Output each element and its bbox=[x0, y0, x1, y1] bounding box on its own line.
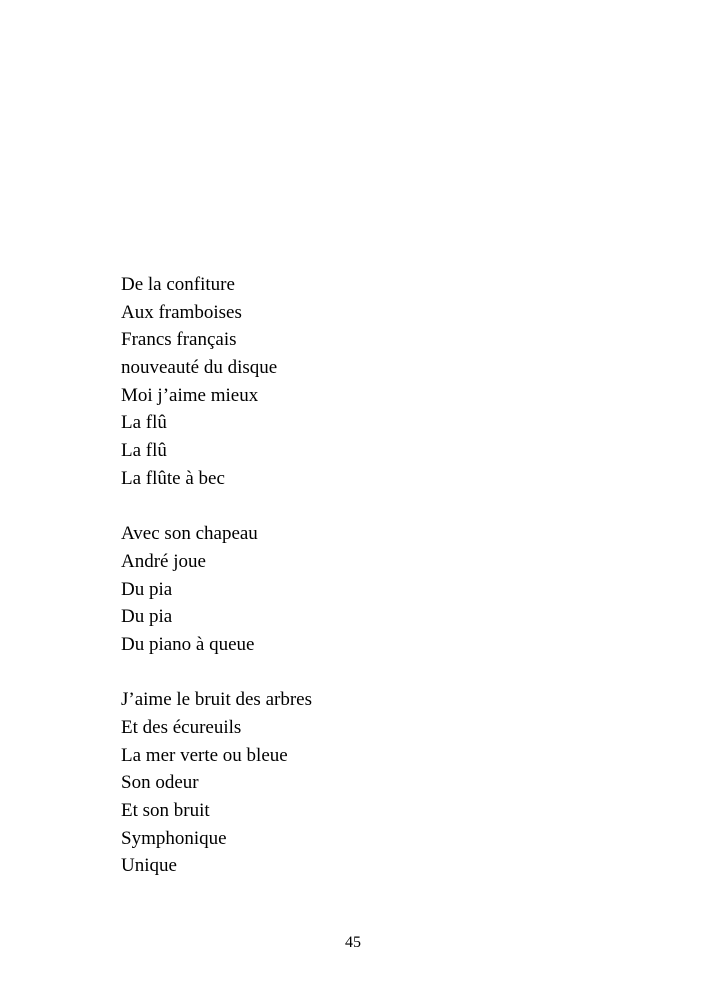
poem-line: André joue bbox=[121, 550, 206, 572]
poem-line: De la confiture bbox=[121, 274, 235, 295]
poem-line: Francs français bbox=[121, 329, 237, 351]
stanza-3 bbox=[121, 686, 601, 880]
page-number: 45 bbox=[345, 934, 361, 951]
poem-line: Du pia bbox=[121, 578, 173, 600]
stanza-2 bbox=[121, 520, 601, 658]
poem-line: Moi j’aime mieux bbox=[121, 384, 259, 406]
poem-line: Et son bruit bbox=[121, 800, 210, 822]
poem bbox=[121, 271, 601, 880]
poem-line: La flû bbox=[121, 412, 167, 434]
stanza-1 bbox=[121, 271, 601, 493]
poem-line: Symphonique bbox=[121, 827, 227, 849]
poem-line: Avec son chapeau bbox=[121, 523, 258, 545]
poem-line: La mer verte ou bleue bbox=[121, 744, 288, 766]
poem-line: J’aime le bruit des arbres bbox=[121, 689, 312, 711]
poem-line: La flûte à bec bbox=[121, 467, 225, 489]
poem-line: Son odeur bbox=[121, 772, 199, 794]
poem-line: nouveauté du disque bbox=[121, 357, 278, 379]
poem-line: Du pia bbox=[121, 606, 173, 628]
poem-line: La flû bbox=[121, 440, 167, 462]
poem-line: Unique bbox=[121, 855, 177, 877]
poem-line: Aux framboises bbox=[121, 301, 242, 323]
poem-line: Du piano à queue bbox=[121, 633, 255, 655]
poem-line: Et des écureuils bbox=[121, 717, 242, 738]
